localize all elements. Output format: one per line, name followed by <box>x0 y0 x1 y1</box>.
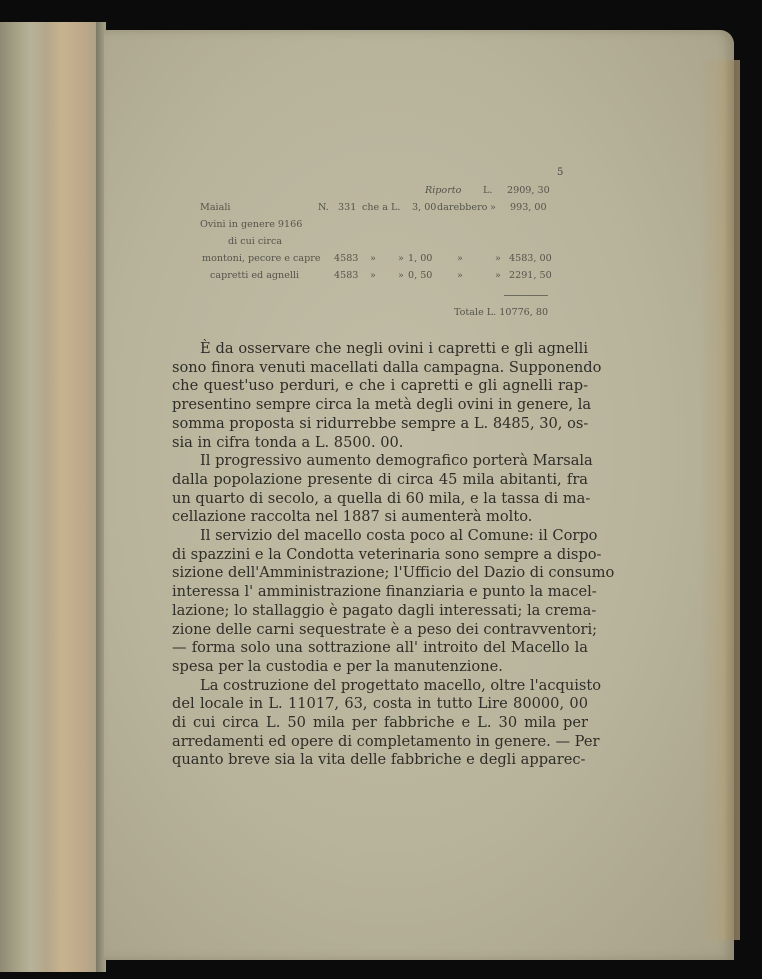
table-row-montoni <box>200 250 560 267</box>
page-number: 5 <box>557 167 564 178</box>
riporto-amount: 2909, 30 <box>507 185 550 196</box>
text-line: interessa l' amministrazione finanziaria e punto la macel- <box>172 583 597 601</box>
paragraph <box>172 452 593 527</box>
row-amount: 993, 00 <box>510 202 547 213</box>
row-mark: » <box>398 270 404 281</box>
text-line: che quest'uso perduri, e che i capretti e gli agnelli rap- <box>172 377 588 395</box>
paragraph <box>172 340 602 452</box>
table-row-capretti <box>200 267 560 284</box>
row-mark: » <box>495 253 501 264</box>
text-line: arredamenti ed opere di completamento in genere. — Per <box>172 732 600 750</box>
text-line: di spazzini e la Condotta veterinaria sono sempre a dispo- <box>172 545 602 563</box>
row-n-label: N. <box>318 202 329 213</box>
row-count: 4583 <box>334 270 359 281</box>
row-count: 331 <box>338 202 357 213</box>
row-verb: darebbero <box>437 202 488 213</box>
row-mark: » <box>457 270 463 281</box>
row-rate: 3, 00 <box>412 202 437 213</box>
text-line: — forma solo una sottrazione all' introito del Macello la <box>172 639 588 657</box>
text-line: di cui circa L. 50 mila per fabbriche e L. 30 mila per <box>172 714 588 732</box>
text-line: sizione dell'Amministrazione; l'Ufficio del Dazio di consumo <box>172 564 615 582</box>
row-rate: 1, 00 <box>408 253 433 264</box>
paragraph <box>172 676 602 771</box>
row-mark: » <box>398 253 404 264</box>
text-line: un quarto di secolo, a quella di 60 mila, e la tassa di ma- <box>172 489 591 507</box>
row-description: capretti ed agnelli <box>210 270 300 281</box>
text-line: È da osservare che negli ovini i capretti e gli agnelli <box>200 340 588 357</box>
page-edge-wear <box>700 60 740 940</box>
table-row-ovini <box>200 216 560 233</box>
text-line: cellazione raccolta nel 1887 si aumenterà molto. <box>172 508 533 526</box>
di-cui-label: di cui circa <box>228 236 283 247</box>
table-row-di-cui <box>200 233 560 250</box>
row-mark: » <box>370 270 376 281</box>
table-row-maiali <box>200 199 560 216</box>
cost-table <box>200 182 560 284</box>
row-description: Maiali <box>200 202 231 213</box>
text-line: quanto breve sia la vita delle fabbriche e degli apparec- <box>172 751 586 769</box>
riporto-currency: L. <box>483 185 493 196</box>
text-line: spesa per la custodia e per la manutenzione. <box>172 657 503 675</box>
row-description: montoni, pecore e capre <box>202 253 321 264</box>
text-line: lazione; lo stallaggio è pagato dagli interessati; la crema- <box>172 601 597 619</box>
row-mark: » <box>490 202 496 213</box>
text-line: dalla popolazione presente di circa 45 mila abitanti, fra <box>172 470 588 488</box>
riporto-label: Riporto <box>425 185 462 196</box>
row-count: 4583 <box>334 253 359 264</box>
text-line: del locale in L. 11017, 63, costa in tutto Lire 80000, 00 <box>172 695 588 713</box>
book-spine <box>0 22 104 972</box>
row-mark: » <box>495 270 501 281</box>
row-mark: » <box>370 253 376 264</box>
text-line: sono finora venuti macellati dalla campagna. Supponendo <box>172 358 602 376</box>
row-amount: 4583, 00 <box>509 253 552 264</box>
row-mark: » <box>457 253 463 264</box>
ovini-heading: Ovini in genere 9166 <box>200 219 303 230</box>
text-line: zione delle carni sequestrate è a peso dei contravventori; <box>172 620 598 638</box>
text-line: Il progressivo aumento demografico porterà Marsala <box>200 452 593 470</box>
row-rate: 0, 50 <box>408 270 433 281</box>
total-rule <box>504 295 548 296</box>
text-line: Il servizio del macello costa poco al Comune: il Corpo <box>200 527 598 545</box>
body-text <box>172 340 615 770</box>
text-line: sia in cifra tonda a L. 8500. 00. <box>172 433 404 451</box>
total-line: Totale L. 10776, 80 <box>454 307 549 318</box>
text-line: somma proposta si ridurrebbe sempre a L. 8485, 30, os- <box>172 414 589 432</box>
paragraph <box>172 527 615 677</box>
table-row-riporto <box>200 182 560 199</box>
text-line: La costruzione del progettato macello, oltre l'acquisto <box>200 676 602 694</box>
row-amount: 2291, 50 <box>509 270 552 281</box>
text-line: presentino sempre circa la metà degli ovini in genere, la <box>172 396 592 414</box>
row-connector: che a L. <box>362 202 401 213</box>
